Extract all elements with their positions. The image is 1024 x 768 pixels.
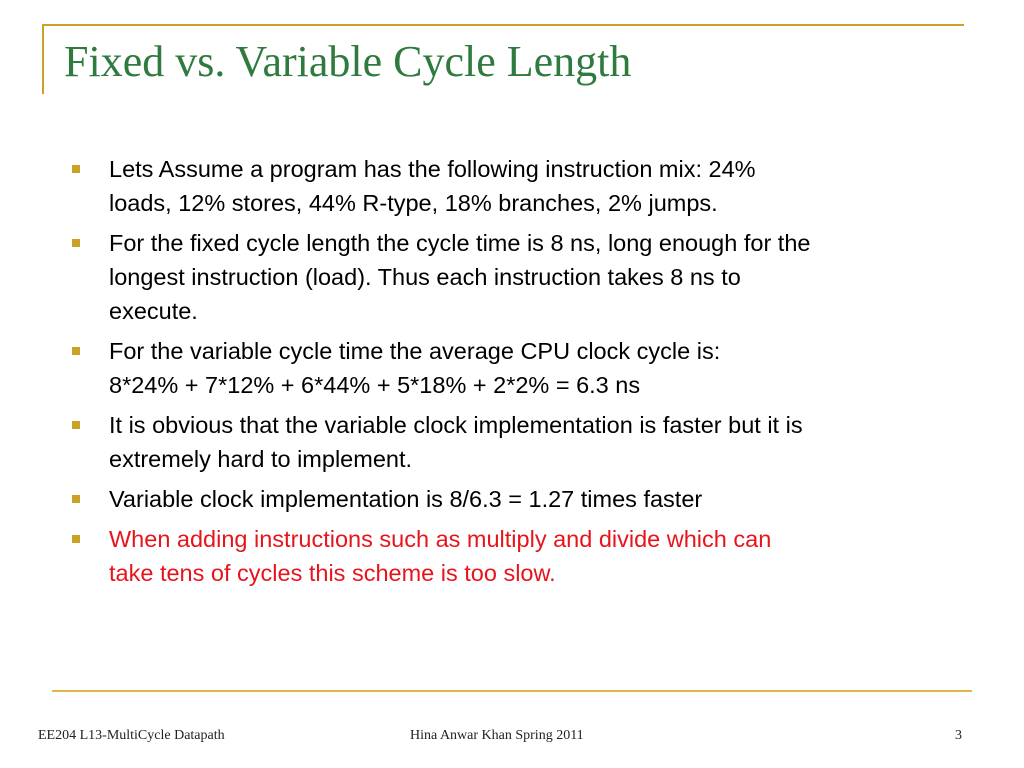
bullet-line: When adding instructions such as multiply and divide which can — [109, 526, 772, 552]
top-border-line — [42, 24, 964, 26]
bullet-obvious-faster — [72, 408, 972, 476]
square-bullet-icon — [72, 495, 80, 503]
square-bullet-icon — [72, 347, 80, 355]
page-number: 3 — [955, 728, 962, 743]
bullet-line: take tens of cycles this scheme is too slow. — [109, 560, 556, 586]
bullet-line: Lets Assume a program has the following instruction mix: 24% — [109, 156, 756, 182]
slide-title: Fixed vs. Variable Cycle Length — [64, 37, 632, 86]
bullet-line: loads, 12% stores, 44% R-type, 18% branches, 2% jumps. — [109, 190, 718, 216]
footer-author: Hina Anwar Khan Spring 2011 — [410, 728, 584, 743]
bullet-line: extremely hard to implement. — [109, 446, 413, 472]
bullet-fixed-cycle — [72, 226, 972, 328]
bullet-line: For the fixed cycle length the cycle time is 8 ns, long enough for the — [109, 230, 811, 256]
bullet-line: execute. — [109, 298, 198, 324]
bullet-variable-cycle — [72, 334, 972, 402]
footer-divider — [52, 690, 972, 692]
bullet-instruction-mix — [72, 152, 972, 220]
square-bullet-icon — [72, 535, 80, 543]
bullet-speedup — [72, 482, 972, 516]
square-bullet-icon — [72, 421, 80, 429]
left-border-line — [42, 24, 44, 94]
bullet-line: For the variable cycle time the average CPU clock cycle is: — [109, 338, 721, 364]
bullet-list — [72, 152, 972, 596]
square-bullet-icon — [72, 165, 80, 173]
bullet-line: 8*24% + 7*12% + 6*44% + 5*18% + 2*2% = 6.3 ns — [109, 372, 641, 398]
bullet-line: Variable clock implementation is 8/6.3 = 1.27 times faster — [109, 486, 703, 512]
bullet-line: It is obvious that the variable clock implementation is faster but it is — [109, 412, 803, 438]
bullet-line: longest instruction (load). Thus each instruction takes 8 ns to — [109, 264, 741, 290]
footer-course: EE204 L13-MultiCycle Datapath — [38, 728, 225, 743]
square-bullet-icon — [72, 239, 80, 247]
bullet-too-slow-warning — [72, 522, 972, 590]
